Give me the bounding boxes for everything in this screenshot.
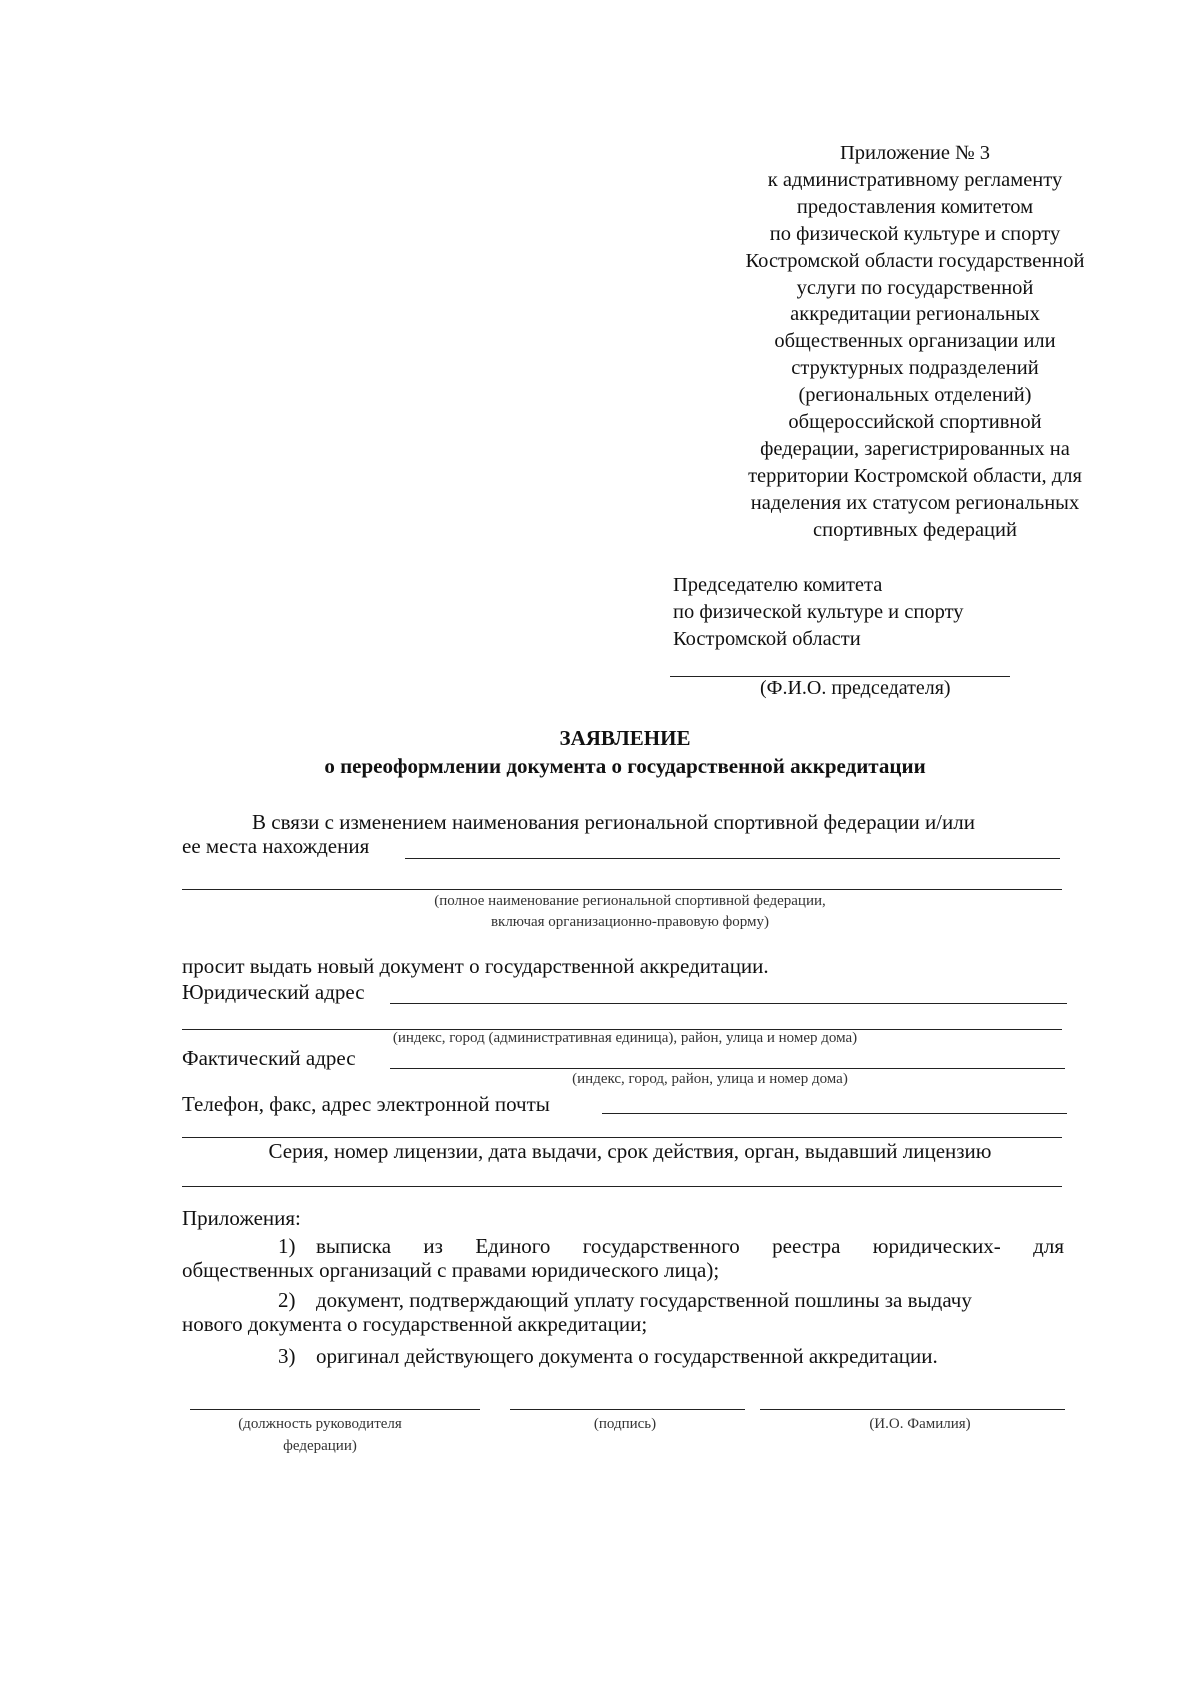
appendix-header: [715, 140, 1115, 544]
full-name-caption: (И.О. Фамилия): [869, 1416, 971, 1432]
federation-name-field-line[interactable]: [182, 889, 1062, 890]
attachment-1-line1: выписка из Единого государственного реестра юридических- для: [316, 1234, 1064, 1258]
appendix-line: общероссийской спортивной: [788, 411, 1042, 434]
attachment-1-number: 1): [278, 1234, 296, 1258]
appendix-line: структурных подразделений: [791, 357, 1039, 380]
appendix-line: Костромской области государственной: [745, 249, 1085, 272]
intro-text-line1: В связи с изменением наименования региональной спортивной федерации и/или: [252, 810, 975, 834]
document-subtitle: о переоформлении документа о государственной аккредитации: [324, 754, 926, 778]
attachment-3-line1: оригинал действующего документа о государственной аккредитации.: [316, 1344, 938, 1368]
appendix-line: федерации, зарегистрированных на: [760, 437, 1070, 460]
contacts-label: Телефон, факс, адрес электронной почты: [182, 1092, 550, 1116]
addressee-line: Председателю комитета: [673, 574, 883, 596]
addressee-line: Костромской области: [673, 628, 861, 650]
appendix-line: к административному регламенту: [767, 168, 1063, 191]
attachment-2-line1: документ, подтверждающий уплату государственной пошлины за выдачу: [316, 1288, 972, 1312]
federation-name-caption-1: (полное наименование региональной спортивной федерации,: [434, 893, 826, 909]
full-name-field-line[interactable]: [760, 1409, 1065, 1410]
federation-name-caption-2: включая организационно-правовую форму): [490, 914, 770, 930]
contacts-field-line-2[interactable]: [182, 1137, 1062, 1138]
appendix-line: наделения их статусом региональных: [750, 491, 1080, 514]
chairman-name-caption: (Ф.И.О. председателя): [760, 677, 951, 699]
position-field-line[interactable]: [190, 1409, 480, 1410]
signature-field-line[interactable]: [510, 1409, 745, 1410]
signature-caption: (подпись): [593, 1416, 657, 1432]
addressee-block: [673, 572, 964, 653]
attachments-heading: Приложения:: [182, 1206, 301, 1230]
appendix-line: по физической культуре и спорту: [769, 222, 1061, 245]
appendix-line: (региональных отделений): [798, 384, 1032, 407]
license-caption: Серия, номер лицензии, дата выдачи, срок действия, орган, выдавший лицензию: [268, 1139, 992, 1163]
contacts-field-line[interactable]: [602, 1113, 1067, 1114]
location-field-line[interactable]: [405, 858, 1060, 859]
appendix-line: аккредитации региональных: [790, 303, 1040, 326]
document-title: ЗАЯВЛЕНИЕ: [559, 726, 691, 750]
position-caption-2: федерации): [283, 1438, 357, 1454]
addressee-line: по физической культуре и спорту: [673, 601, 964, 623]
intro-text-line2: ее места нахождения: [182, 834, 370, 858]
legal-address-field-line[interactable]: [390, 1003, 1067, 1004]
appendix-line: спортивных федераций: [813, 518, 1017, 541]
attachment-2-line2: нового документа о государственной аккредитации;: [182, 1312, 648, 1336]
attachment-3-number: 3): [278, 1344, 296, 1368]
license-field-line[interactable]: [182, 1186, 1062, 1187]
legal-address-caption: (индекс, город (административная единица), район, улица и номер дома): [392, 1030, 858, 1046]
appendix-line: общественных организации или: [774, 330, 1056, 353]
actual-address-field-line[interactable]: [390, 1068, 1065, 1069]
attachment-1-line2: общественных организаций с правами юридического лица);: [182, 1258, 720, 1282]
actual-address-caption: (индекс, город, район, улица и номер дома): [572, 1071, 848, 1087]
appendix-line: Приложение № 3: [839, 142, 991, 164]
legal-address-label: Юридический адрес: [182, 980, 365, 1004]
appendix-line: территории Костромской области, для: [748, 464, 1082, 487]
appendix-line: предоставления комитетом: [796, 195, 1034, 218]
appendix-line: услуги по государственной: [796, 276, 1034, 299]
request-text: просит выдать новый документ о государственной аккредитации.: [182, 954, 769, 978]
actual-address-label: Фактический адрес: [182, 1046, 356, 1070]
attachment-2-number: 2): [278, 1288, 296, 1312]
position-caption-1: (должность руководителя: [238, 1416, 402, 1432]
